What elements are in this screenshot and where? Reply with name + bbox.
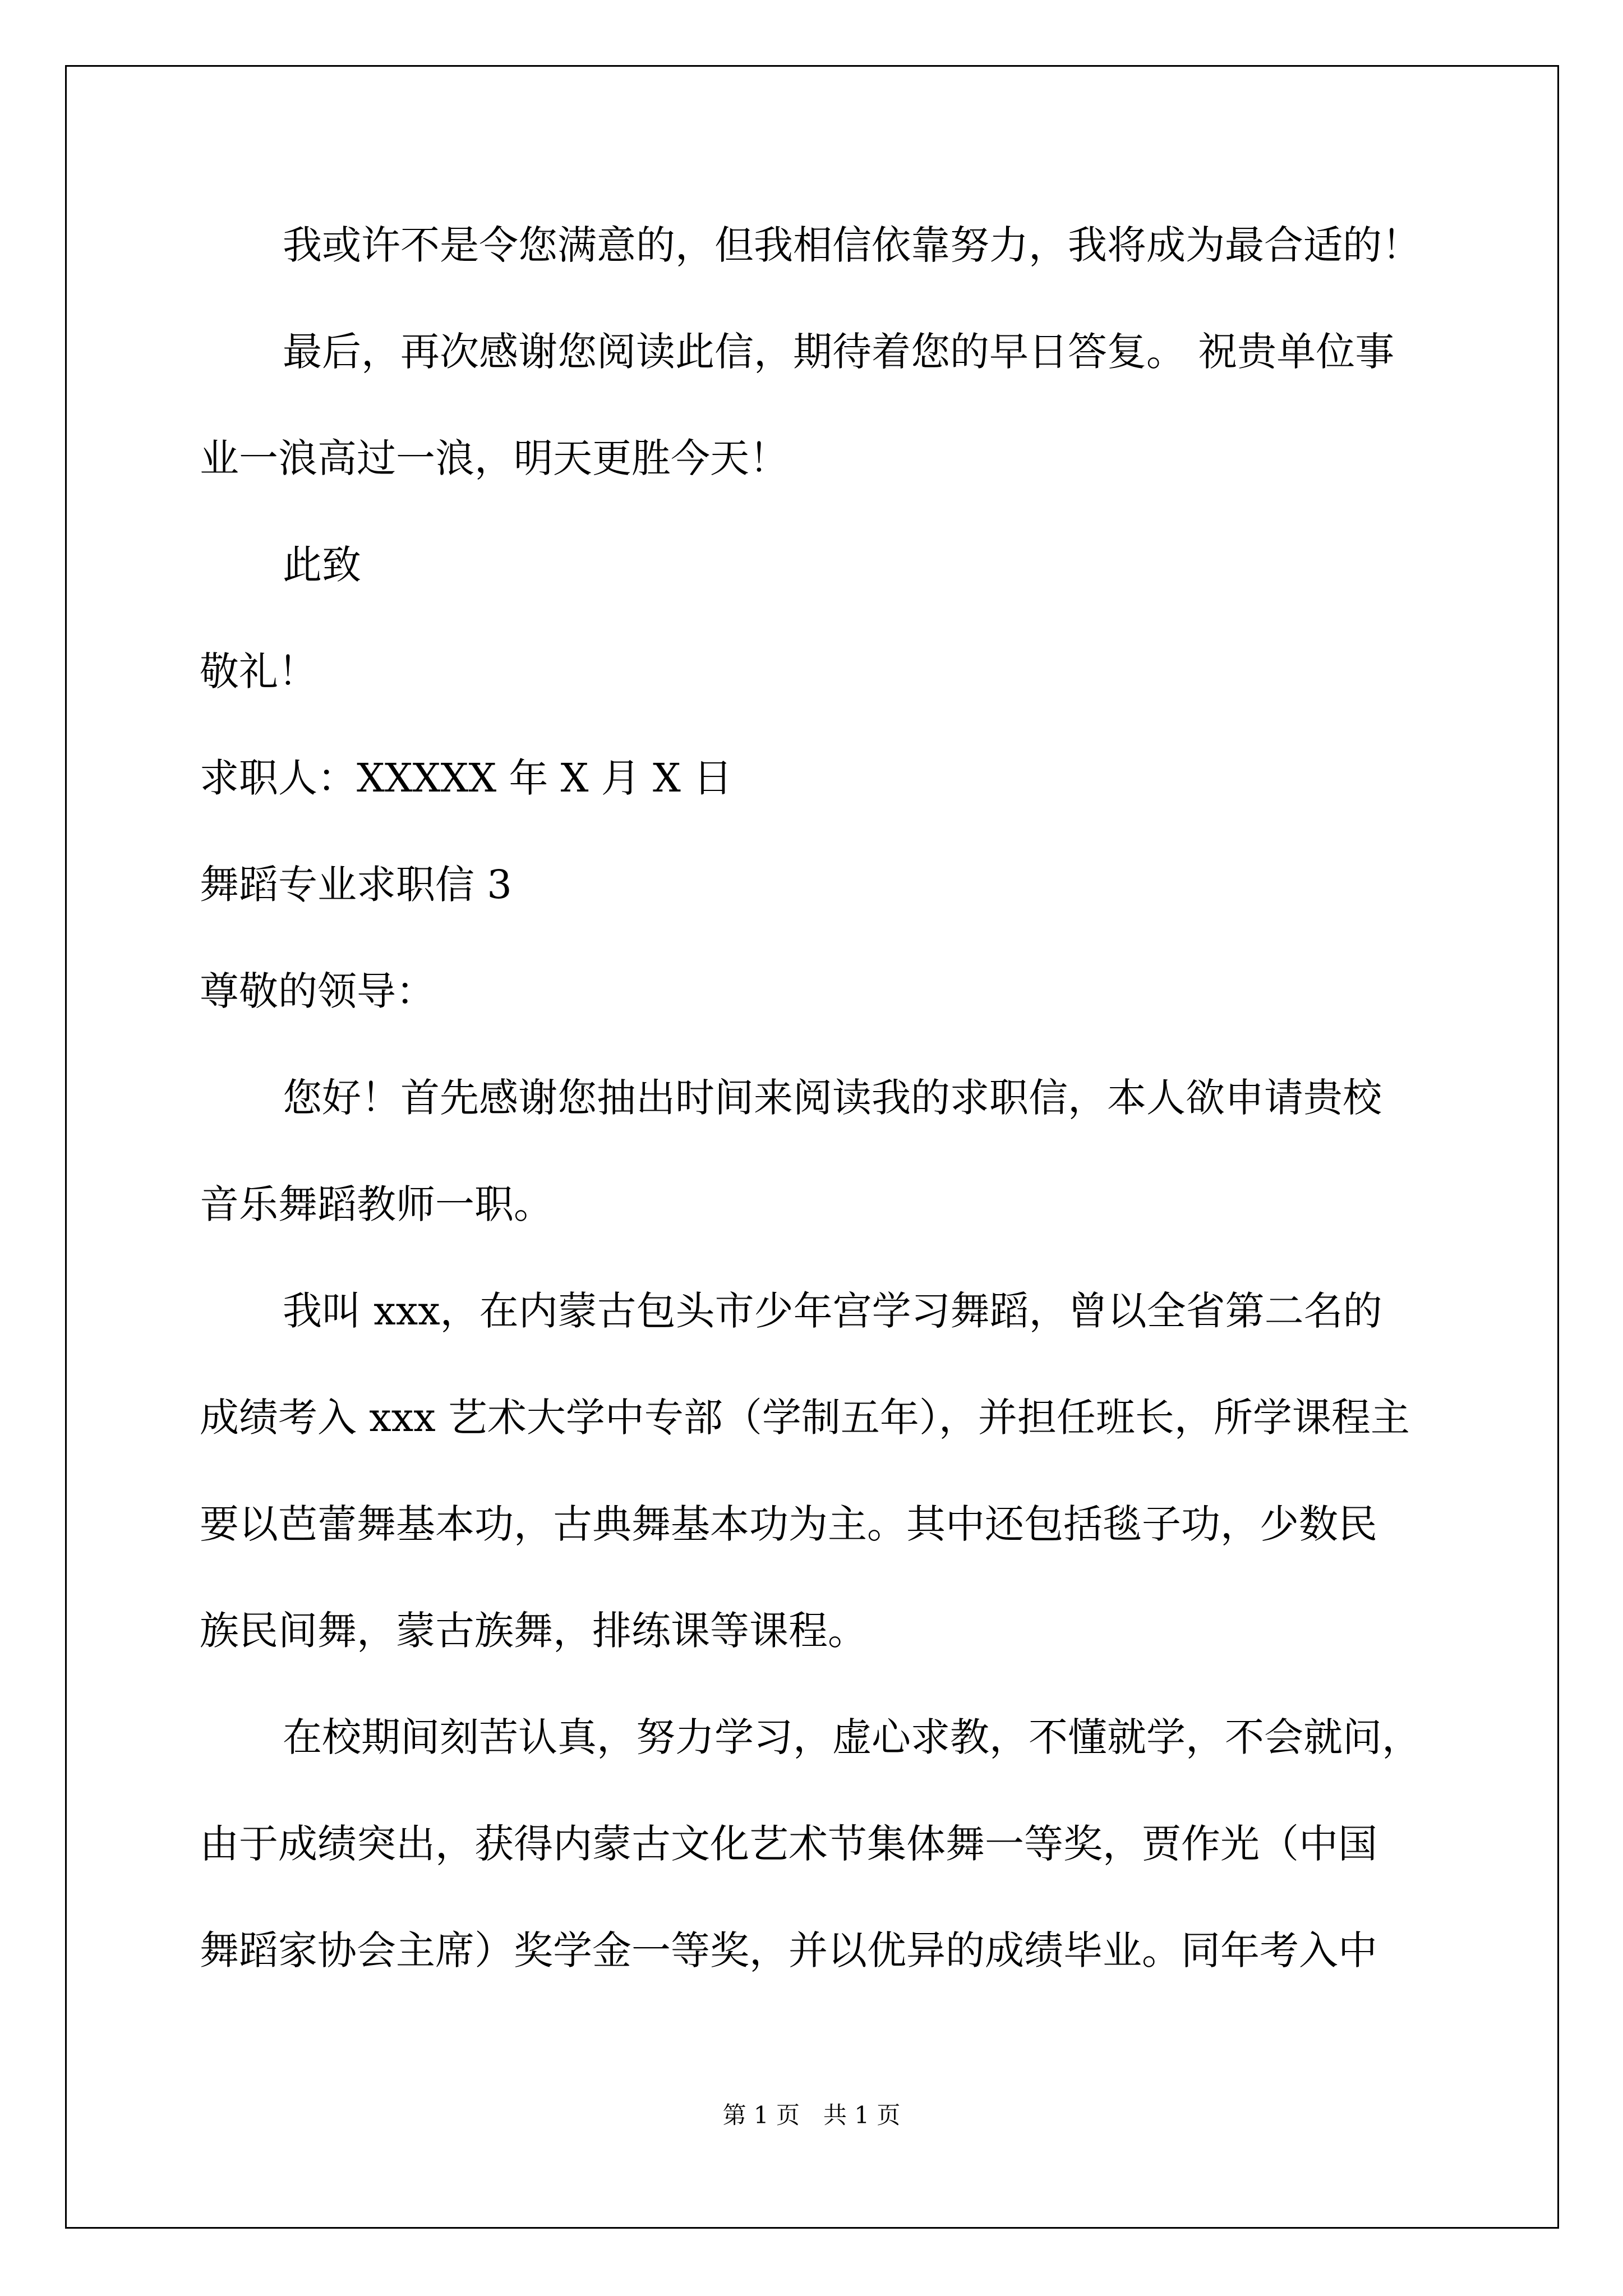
page-number-label: 第 1 页 共 1 页 xyxy=(722,2101,901,2129)
signature-line: 求职人：XXXXX 年 X 月 X 日 xyxy=(200,755,733,801)
paragraph-line: 舞蹈家协会主席）奖学金一等奖，并以优异的成绩毕业。同年考入中 xyxy=(200,1927,1377,1973)
paragraph-line: 由于成绩突出，获得内蒙古文化艺术节集体舞一等奖，贾作光（中国 xyxy=(200,1821,1377,1867)
paragraph-line: 我或许不是令您满意的，但我相信依靠努力，我将成为最合适的！ xyxy=(283,222,1421,268)
section-title: 舞蹈专业求职信 3 xyxy=(200,862,512,908)
document-body xyxy=(200,219,1433,1977)
closing-salutation: 此致 xyxy=(283,542,361,588)
page-footer xyxy=(0,2097,1623,2131)
paragraph-line: 要以芭蕾舞基本功，古典舞基本功为主。其中还包括毯子功，少数民 xyxy=(200,1501,1377,1547)
paragraph-line: 最后，再次感谢您阅读此信，期待着您的早日答复。 祝贵单位事 xyxy=(283,329,1395,375)
closing-regards: 敬礼！ xyxy=(200,648,317,694)
greeting: 尊敬的领导： xyxy=(200,968,435,1014)
paragraph-line: 您好！首先感谢您抽出时间来阅读我的求职信，本人欲申请贵校 xyxy=(283,1075,1382,1121)
paragraph-line: 业一浪高过一浪，明天更胜今天！ xyxy=(200,435,789,481)
paragraph-line: 我叫 xxx，在内蒙古包头市少年宫学习舞蹈，曾以全省第二名的 xyxy=(283,1288,1382,1334)
paragraph-line: 在校期间刻苦认真，努力学习，虚心求教，不懂就学，不会就问， xyxy=(283,1714,1421,1760)
paragraph-line: 成绩考入 xxx 艺术大学中专部（学制五年），并担任班长，所学课程主 xyxy=(200,1395,1410,1441)
paragraph-line: 音乐舞蹈教师一职。 xyxy=(200,1181,553,1227)
paragraph-line: 族民间舞，蒙古族舞，排练课等课程。 xyxy=(200,1608,867,1654)
